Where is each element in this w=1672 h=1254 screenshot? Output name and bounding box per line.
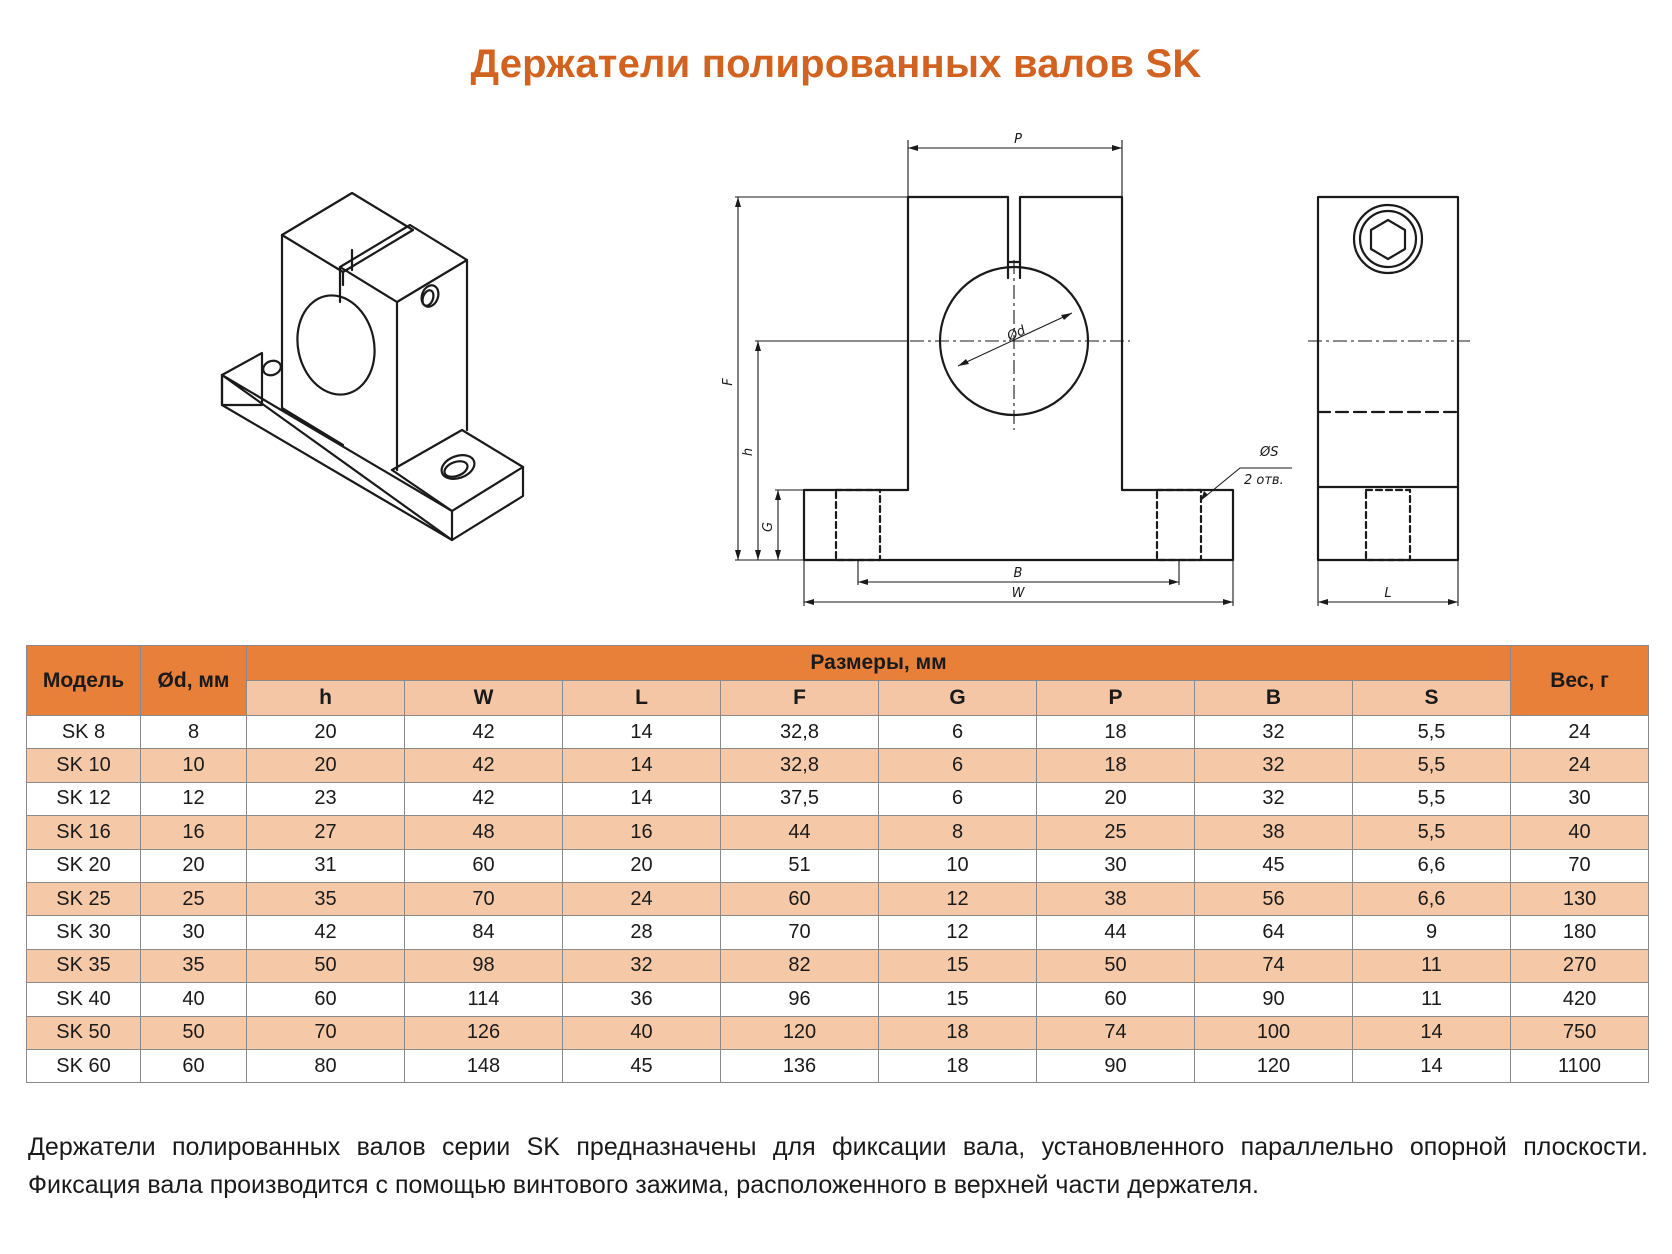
page-title: Держатели полированных валов SK <box>470 42 1202 86</box>
cell-diameter: 35 <box>141 949 247 982</box>
cell-g: 8 <box>879 816 1037 849</box>
header-weight: Вес, г <box>1511 646 1649 716</box>
table-row <box>27 782 1649 815</box>
cell-h: 60 <box>247 983 405 1016</box>
header-g: G <box>879 681 1037 716</box>
cell-l: 16 <box>563 816 721 849</box>
cell-weight: 24 <box>1511 716 1649 749</box>
dim-label-h: h <box>741 447 756 457</box>
cell-g: 15 <box>879 983 1037 1016</box>
cell-p: 30 <box>1037 849 1195 882</box>
isometric-view <box>222 193 523 540</box>
cell-diameter: 25 <box>141 882 247 915</box>
dim-label-s-note: 2 отв. <box>1244 473 1284 488</box>
cell-b: 120 <box>1195 1049 1353 1082</box>
cell-model: SK 40 <box>27 983 141 1016</box>
cell-b: 64 <box>1195 916 1353 949</box>
table-row <box>27 716 1649 749</box>
cell-g: 18 <box>879 1016 1037 1049</box>
header-dimensions: Размеры, мм <box>247 646 1511 681</box>
cell-model: SK 30 <box>27 916 141 949</box>
cell-b: 56 <box>1195 882 1353 915</box>
cell-f: 32,8 <box>721 749 879 782</box>
cell-g: 6 <box>879 749 1037 782</box>
cell-diameter: 20 <box>141 849 247 882</box>
cell-diameter: 12 <box>141 782 247 815</box>
cell-g: 6 <box>879 716 1037 749</box>
cell-s: 5,5 <box>1353 716 1511 749</box>
cell-l: 24 <box>563 882 721 915</box>
header-model: Модель <box>27 646 141 716</box>
cell-l: 45 <box>563 1049 721 1082</box>
cell-b: 38 <box>1195 816 1353 849</box>
header-diameter: Ød, мм <box>141 646 247 716</box>
header-p: P <box>1037 681 1195 716</box>
cell-p: 44 <box>1037 916 1195 949</box>
cell-h: 70 <box>247 1016 405 1049</box>
cell-diameter: 10 <box>141 749 247 782</box>
cell-p: 38 <box>1037 882 1195 915</box>
cell-l: 40 <box>563 1016 721 1049</box>
header-l: L <box>563 681 721 716</box>
cell-diameter: 50 <box>141 1016 247 1049</box>
header-b: B <box>1195 681 1353 716</box>
cell-b: 100 <box>1195 1016 1353 1049</box>
cell-weight: 30 <box>1511 782 1649 815</box>
cell-w: 42 <box>405 749 563 782</box>
cell-p: 20 <box>1037 782 1195 815</box>
cell-f: 60 <box>721 882 879 915</box>
cell-w: 42 <box>405 716 563 749</box>
header-f: F <box>721 681 879 716</box>
cell-weight: 24 <box>1511 749 1649 782</box>
cell-s: 5,5 <box>1353 816 1511 849</box>
cell-weight: 70 <box>1511 849 1649 882</box>
cell-model: SK 60 <box>27 1049 141 1082</box>
cell-b: 32 <box>1195 716 1353 749</box>
cell-b: 32 <box>1195 782 1353 815</box>
cell-model: SK 50 <box>27 1016 141 1049</box>
dim-label-f: F <box>721 378 736 386</box>
cell-s: 6,6 <box>1353 882 1511 915</box>
description-text: Держатели полированных валов серии SK предназначены для фиксации вала, установленного параллельно опорной плоскости. Фиксация вала производится с помощью винтового зажима, расположенного в верхней части держателя. <box>28 1133 1648 1199</box>
cell-f: 32,8 <box>721 716 879 749</box>
table-row <box>27 916 1649 949</box>
spec-table-body <box>27 716 1649 1083</box>
cell-p: 60 <box>1037 983 1195 1016</box>
cell-model: SK 12 <box>27 782 141 815</box>
dim-label-d: Ød <box>1004 323 1029 345</box>
cell-l: 20 <box>563 849 721 882</box>
cell-p: 18 <box>1037 716 1195 749</box>
cell-diameter: 8 <box>141 716 247 749</box>
cell-f: 96 <box>721 983 879 1016</box>
cell-l: 14 <box>563 716 721 749</box>
cell-g: 10 <box>879 849 1037 882</box>
cell-w: 98 <box>405 949 563 982</box>
cell-f: 136 <box>721 1049 879 1082</box>
cell-s: 5,5 <box>1353 782 1511 815</box>
cell-s: 14 <box>1353 1016 1511 1049</box>
cell-g: 6 <box>879 782 1037 815</box>
table-row <box>27 882 1649 915</box>
cell-p: 74 <box>1037 1016 1195 1049</box>
cell-model: SK 8 <box>27 716 141 749</box>
cell-b: 90 <box>1195 983 1353 1016</box>
cell-p: 25 <box>1037 816 1195 849</box>
cell-weight: 40 <box>1511 816 1649 849</box>
dim-label-p: P <box>1014 132 1022 147</box>
cell-w: 48 <box>405 816 563 849</box>
cell-weight: 130 <box>1511 882 1649 915</box>
cell-s: 5,5 <box>1353 749 1511 782</box>
cell-g: 18 <box>879 1049 1037 1082</box>
spec-table <box>26 645 1649 1083</box>
cell-f: 37,5 <box>721 782 879 815</box>
dim-label-g: G <box>761 521 776 533</box>
cell-diameter: 16 <box>141 816 247 849</box>
cell-model: SK 25 <box>27 882 141 915</box>
cell-weight: 270 <box>1511 949 1649 982</box>
cell-h: 35 <box>247 882 405 915</box>
cell-g: 12 <box>879 916 1037 949</box>
cell-g: 15 <box>879 949 1037 982</box>
cell-l: 36 <box>563 983 721 1016</box>
cell-h: 31 <box>247 849 405 882</box>
cell-l: 14 <box>563 782 721 815</box>
dim-label-l: L <box>1384 586 1392 601</box>
cell-f: 82 <box>721 949 879 982</box>
cell-s: 14 <box>1353 1049 1511 1082</box>
cell-s: 11 <box>1353 949 1511 982</box>
cell-w: 84 <box>405 916 563 949</box>
cell-model: SK 35 <box>27 949 141 982</box>
table-row <box>27 749 1649 782</box>
dim-label-s: ØS <box>1260 445 1279 460</box>
cell-h: 42 <box>247 916 405 949</box>
cell-b: 45 <box>1195 849 1353 882</box>
cell-weight: 1100 <box>1511 1049 1649 1082</box>
cell-f: 44 <box>721 816 879 849</box>
dim-label-w: W <box>1011 586 1025 601</box>
cell-f: 120 <box>721 1016 879 1049</box>
cell-w: 42 <box>405 782 563 815</box>
cell-l: 28 <box>563 916 721 949</box>
cell-w: 148 <box>405 1049 563 1082</box>
cell-model: SK 20 <box>27 849 141 882</box>
cell-h: 23 <box>247 782 405 815</box>
cell-weight: 750 <box>1511 1016 1649 1049</box>
side-view <box>1318 197 1458 560</box>
cell-w: 60 <box>405 849 563 882</box>
cell-w: 70 <box>405 882 563 915</box>
cell-diameter: 40 <box>141 983 247 1016</box>
header-s: S <box>1353 681 1511 716</box>
cell-l: 32 <box>563 949 721 982</box>
table-row <box>27 1049 1649 1082</box>
cell-f: 70 <box>721 916 879 949</box>
header-h: h <box>247 681 405 716</box>
table-row <box>27 816 1649 849</box>
cell-weight: 180 <box>1511 916 1649 949</box>
cell-diameter: 60 <box>141 1049 247 1082</box>
cell-w: 114 <box>405 983 563 1016</box>
dim-label-b: B <box>1013 566 1023 581</box>
cell-b: 32 <box>1195 749 1353 782</box>
table-row <box>27 983 1649 1016</box>
cell-w: 126 <box>405 1016 563 1049</box>
cell-p: 18 <box>1037 749 1195 782</box>
table-row <box>27 849 1649 882</box>
table-row <box>27 1016 1649 1049</box>
technical-drawing <box>0 120 1672 620</box>
cell-h: 20 <box>247 749 405 782</box>
cell-g: 12 <box>879 882 1037 915</box>
header-w: W <box>405 681 563 716</box>
cell-model: SK 10 <box>27 749 141 782</box>
cell-model: SK 16 <box>27 816 141 849</box>
cell-s: 11 <box>1353 983 1511 1016</box>
front-view <box>804 197 1233 560</box>
cell-h: 27 <box>247 816 405 849</box>
cell-weight: 420 <box>1511 983 1649 1016</box>
table-row <box>27 949 1649 982</box>
cell-h: 80 <box>247 1049 405 1082</box>
cell-p: 50 <box>1037 949 1195 982</box>
cell-s: 6,6 <box>1353 849 1511 882</box>
cell-diameter: 30 <box>141 916 247 949</box>
cell-b: 74 <box>1195 949 1353 982</box>
cell-f: 51 <box>721 849 879 882</box>
cell-l: 14 <box>563 749 721 782</box>
cell-s: 9 <box>1353 916 1511 949</box>
cell-h: 50 <box>247 949 405 982</box>
cell-h: 20 <box>247 716 405 749</box>
cell-p: 90 <box>1037 1049 1195 1082</box>
